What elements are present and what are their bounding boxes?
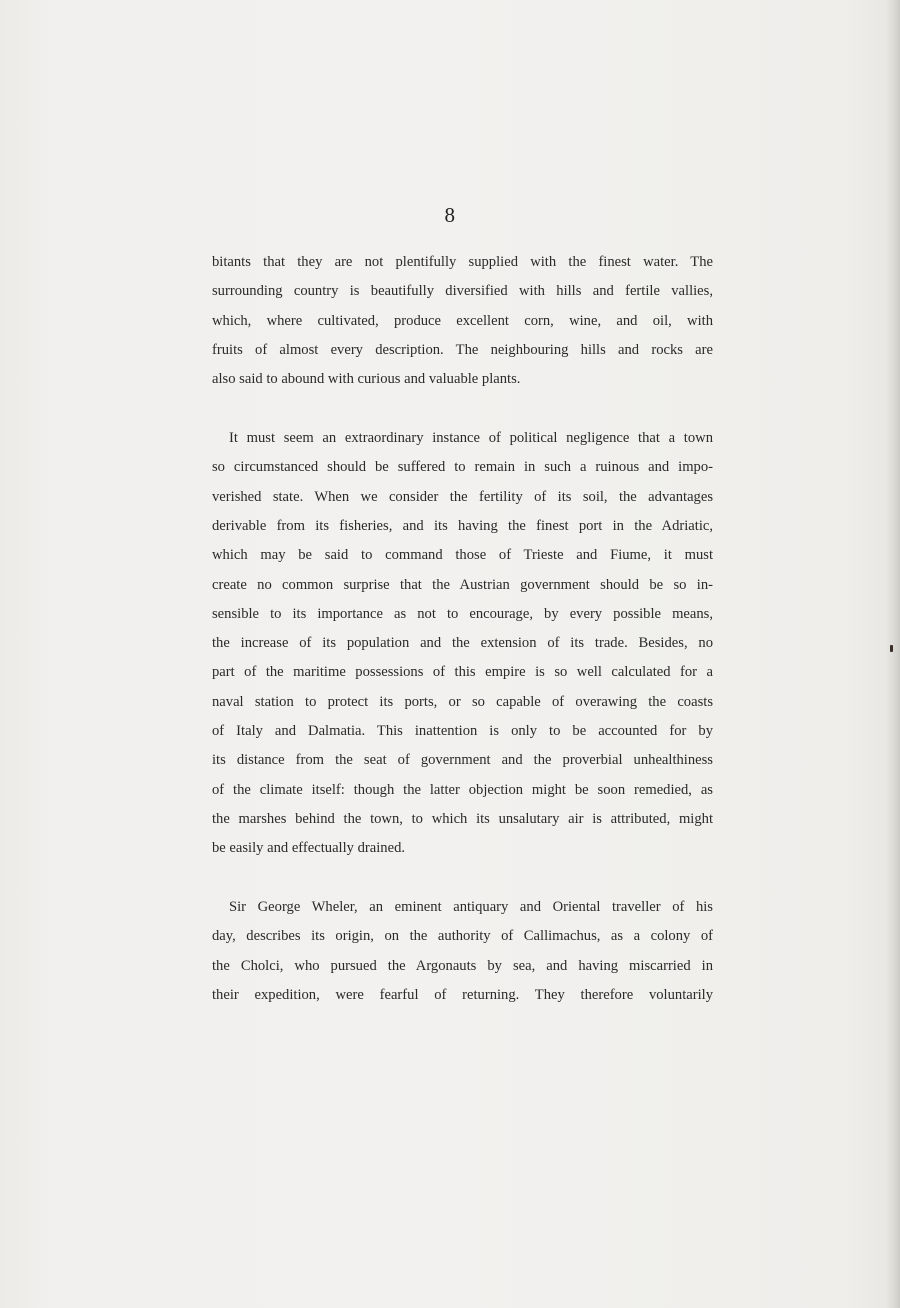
text-line: of the climate itself: though the latter objection might be soon remedied, as	[212, 781, 713, 798]
text-line: part of the maritime possessions of this empire is so well calculated for a	[212, 664, 713, 681]
text-line: which, where cultivated, produce excellent corn, wine, and oil, with	[212, 312, 713, 329]
body-text	[212, 248, 713, 1010]
text-line: also said to abound with curious and valuable plants.	[212, 371, 521, 388]
text-line: day, describes its origin, on the authority of Callimachus, as a colony of	[212, 928, 713, 945]
paragraph-2	[212, 424, 713, 863]
page-edge-shadow	[886, 0, 900, 1308]
edge-ink-mark	[890, 645, 893, 652]
text-line: the Cholci, who pursued the Argonauts by sea, and having miscarried in	[212, 957, 713, 974]
text-line: bitants that they are not plentifully supplied with the finest water. The	[212, 254, 713, 270]
text-line: Sir George Wheler, an eminent antiquary and Oriental traveller of his	[229, 899, 713, 916]
text-line: its distance from the seat of government and the proverbial unhealthiness	[212, 752, 713, 769]
text-line: sensible to its importance as not to encourage, by every possible means,	[212, 605, 713, 622]
text-line: the increase of its population and the extension of its trade. Besides, no	[212, 635, 713, 652]
text-line: their expedition, were fearful of returning. They therefore voluntarily	[212, 987, 713, 1004]
text-line: fruits of almost every description. The neighbouring hills and rocks are	[212, 341, 713, 358]
paragraph-3	[212, 893, 713, 1010]
text-line: It must seem an extraordinary instance of political negligence that a town	[229, 430, 713, 447]
paragraph-1	[212, 248, 713, 394]
page-number: 8	[444, 203, 456, 227]
text-line: which may be said to command those of Trieste and Fiume, it must	[212, 547, 713, 564]
text-line: of Italy and Dalmatia. This inattention is only to be accounted for by	[212, 723, 713, 740]
text-line: create no common surprise that the Austrian government should be so in-	[212, 576, 713, 593]
text-line: be easily and effectually drained.	[212, 840, 406, 857]
text-line: surrounding country is beautifully diversified with hills and fertile vallies,	[212, 283, 713, 300]
text-line: the marshes behind the town, to which its unsalutary air is attributed, might	[212, 810, 713, 827]
text-line: derivable from its fisheries, and its having the finest port in the Adriatic,	[212, 517, 713, 534]
text-line: naval station to protect its ports, or so capable of overawing the coasts	[212, 693, 713, 710]
text-line: so circumstanced should be suffered to remain in such a ruinous and impo-	[212, 459, 713, 476]
text-line: verished state. When we consider the fertility of its soil, the advantages	[212, 488, 713, 505]
